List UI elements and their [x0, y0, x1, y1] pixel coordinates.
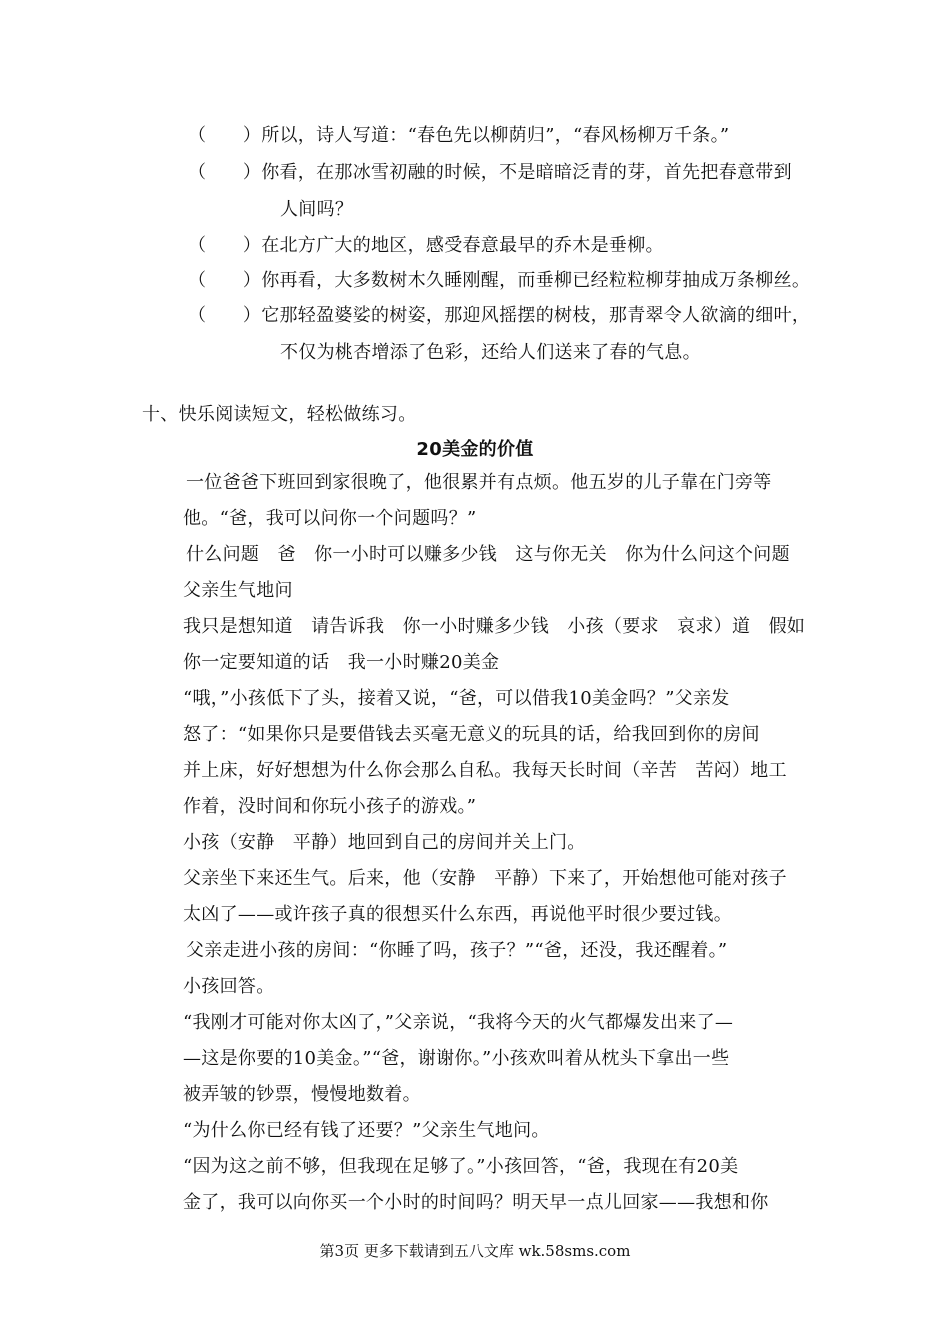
- ordering-item-4: （ ）你再看，大多数树木久睡刚醒，而垂柳已经粒粒柳芽抽成万条柳丝。: [188, 270, 811, 291]
- passage-line: 被弄皱的钞票，慢慢地数着。: [183, 1084, 421, 1105]
- ordering-item-2-continued: 人间吗？: [280, 199, 354, 220]
- passage-line: 作着，没时间和你玩小孩子的游戏。”: [183, 796, 477, 817]
- passage-line: 小孩回答。: [183, 976, 275, 997]
- passage-line: 怒了：“如果你只是要借钱去买毫无意义的玩具的话，给我回到你的房间: [183, 724, 760, 745]
- passage-line: 父亲坐下来还生气。后来，他（安静 平静）下来了，开始想他可能对孩子: [183, 868, 787, 889]
- passage-line: “哦，”小孩低下了头，接着又说，“爸，可以借我10美金吗？”父亲发: [183, 688, 730, 709]
- passage-line: 父亲走进小孩的房间：“你睡了吗，孩子？”“爸，还没，我还醒着。”: [186, 940, 728, 961]
- passage-line: 金了，我可以向你买一个小时的时间吗？明天早一点儿回家——我想和你: [183, 1192, 769, 1213]
- page-footer: 第3页 更多下载请到五八文库 wk.58sms.com: [319, 1242, 631, 1260]
- ordering-item-2: （ ）你看，在那冰雪初融的时候，不是暗暗泛青的芽，首先把春意带到: [188, 162, 792, 183]
- passage-line: 什么问题 爸 你一小时可以赚多少钱 这与你无关 你为什么问这个问题: [186, 544, 790, 565]
- section-heading: 十、快乐阅读短文，轻松做练习。: [142, 404, 417, 425]
- passage-line: “为什么你已经有钱了还要？”父亲生气地问。: [183, 1120, 550, 1141]
- passage-line: 小孩（安静 平静）地回到自己的房间并关上门。: [183, 832, 586, 853]
- passage-line: 父亲生气地问: [183, 580, 293, 601]
- passage-line: 你一定要知道的话 我一小时赚20美金: [183, 652, 500, 673]
- ordering-item-5: （ ）它那轻盈婆娑的树姿，那迎风摇摆的树枝，那青翠令人欲滴的细叶，: [188, 305, 811, 326]
- passage-line: “因为这之前不够，但我现在足够了。”小孩回答，“爸，我现在有20美: [183, 1156, 739, 1177]
- passage-line: 我只是想知道 请告诉我 你一小时赚多少钱 小孩（要求 哀求）道 假如: [183, 616, 806, 637]
- passage-line: —这是你要的10美金。”“爸，谢谢你。”小孩欢叫着从枕头下拿出一些: [183, 1048, 730, 1069]
- passage-line: 太凶了——或许孩子真的很想买什么东西，再说他平时很少要过钱。: [183, 904, 732, 925]
- ordering-item-3: （ ）在北方广大的地区，感受春意最早的乔木是垂柳。: [188, 235, 664, 256]
- passage-line: “我刚才可能对你太凶了，”父亲说，“我将今天的火气都爆发出来了—: [183, 1012, 734, 1033]
- passage-line: 并上床，好好想想为什么你会那么自私。我每天长时间（辛苦 苦闷）地工: [183, 760, 787, 781]
- ordering-item-5-continued: 不仅为桃杏增添了色彩，还给人们送来了春的气息。: [280, 342, 701, 363]
- passage-line: 一位爸爸下班回到家很晚了，他很累并有点烦。他五岁的儿子靠在门旁等: [186, 472, 772, 493]
- passage-line: 他。“爸，我可以问你一个问题吗？”: [183, 508, 477, 529]
- ordering-item-1: （ ）所以，诗人写道：“春色先以柳荫归”，“春风杨柳万千条。”: [188, 125, 730, 146]
- passage-title: 20美金的价值: [416, 439, 534, 460]
